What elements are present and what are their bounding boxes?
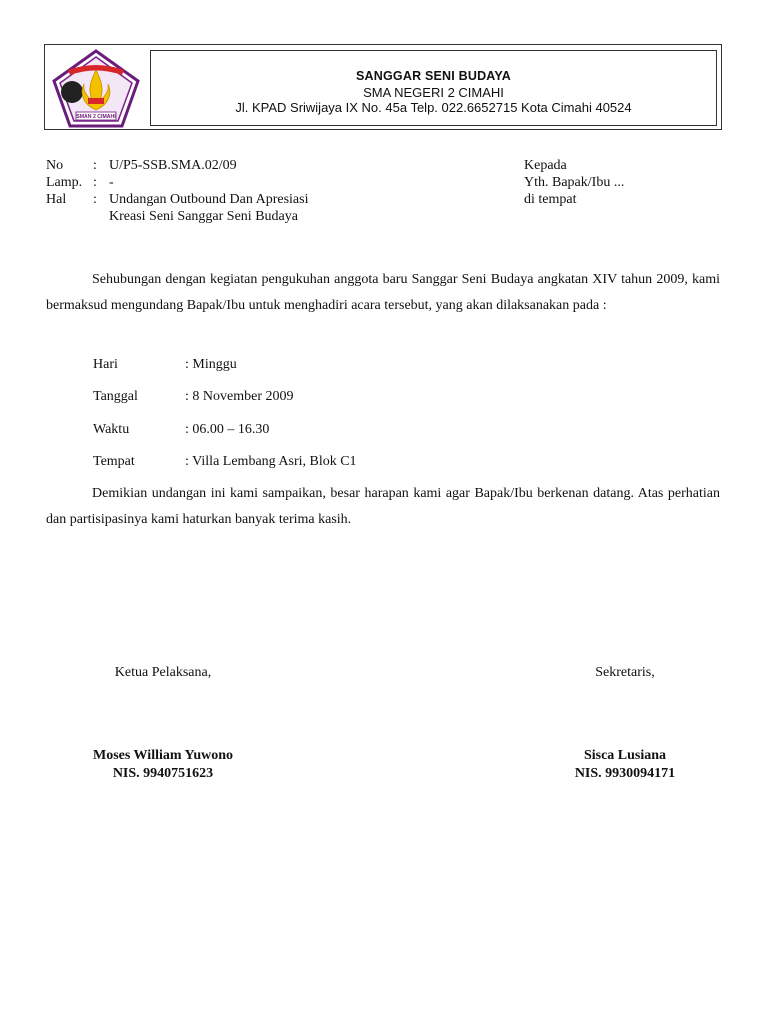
- detail-value-tempat: : Villa Lembang Asri, Blok C1: [185, 454, 357, 469]
- body-paragraph-2: Demikian undangan ini kami sampaikan, besar harapan kami agar Bapak/Ibu berkenan datang. Atas perhatian dan partisipasinya kami haturkan banyak terima kasih.: [46, 486, 720, 527]
- signature-right-nis: NIS. 9930094171: [574, 766, 676, 781]
- lamp-colon: :: [93, 175, 97, 190]
- no-label: No: [46, 158, 64, 173]
- org-address: Jl. KPAD Sriwijaya IX No. 45a Telp. 022.6652715 Kota Cimahi 40524: [235, 100, 632, 115]
- detail-value-hari: : Minggu: [185, 357, 237, 372]
- detail-label-waktu: Waktu: [93, 422, 130, 437]
- signature-right-name: Sisca Lusiana: [583, 748, 667, 763]
- detail-label-hari: Hari: [93, 357, 118, 372]
- detail-value-waktu: : 06.00 – 16.30: [185, 422, 270, 437]
- lamp-label: Lamp.: [46, 175, 83, 190]
- hal-value-line1: Undangan Outbound Dan Apresiasi: [109, 192, 309, 207]
- school-name: SMA NEGERI 2 CIMAHI: [363, 85, 504, 100]
- detail-label-tempat: Tempat: [93, 454, 135, 469]
- signature-left-nis: NIS. 9940751623: [112, 766, 214, 781]
- signature-right-role: Sekretaris,: [595, 665, 655, 680]
- hal-colon: :: [93, 192, 97, 207]
- detail-label-tanggal: Tanggal: [93, 389, 138, 404]
- recipient-line1: Kepada: [524, 158, 567, 173]
- body-paragraph-1: Sehubungan dengan kegiatan pengukuhan anggota baru Sanggar Seni Budaya angkatan XIV tahun 2009, kami bermaksud mengundang Bapak/Ibu untuk menghadiri acara tersebut, yang akan dilaksanakan pada :: [46, 272, 720, 313]
- org-name: SANGGAR SENI BUDAYA: [356, 69, 511, 83]
- detail-value-tanggal: : 8 November 2009: [185, 389, 294, 404]
- recipient-line3: di tempat: [524, 192, 577, 207]
- school-logo: [50, 48, 142, 128]
- logo-caption: SMAN 2 CIMAHI: [76, 114, 116, 120]
- hal-label: Hal: [46, 192, 67, 207]
- signature-left-role: Ketua Pelaksana,: [114, 665, 212, 680]
- no-value: U/P5-SSB.SMA.02/09: [109, 158, 237, 173]
- signature-left-name: Moses William Yuwono: [92, 748, 234, 763]
- recipient-line2: Yth. Bapak/Ibu ...: [524, 175, 625, 190]
- no-colon: :: [93, 158, 97, 173]
- lamp-value: -: [109, 175, 114, 190]
- hal-value-line2: Kreasi Seni Sanggar Seni Budaya: [109, 209, 298, 224]
